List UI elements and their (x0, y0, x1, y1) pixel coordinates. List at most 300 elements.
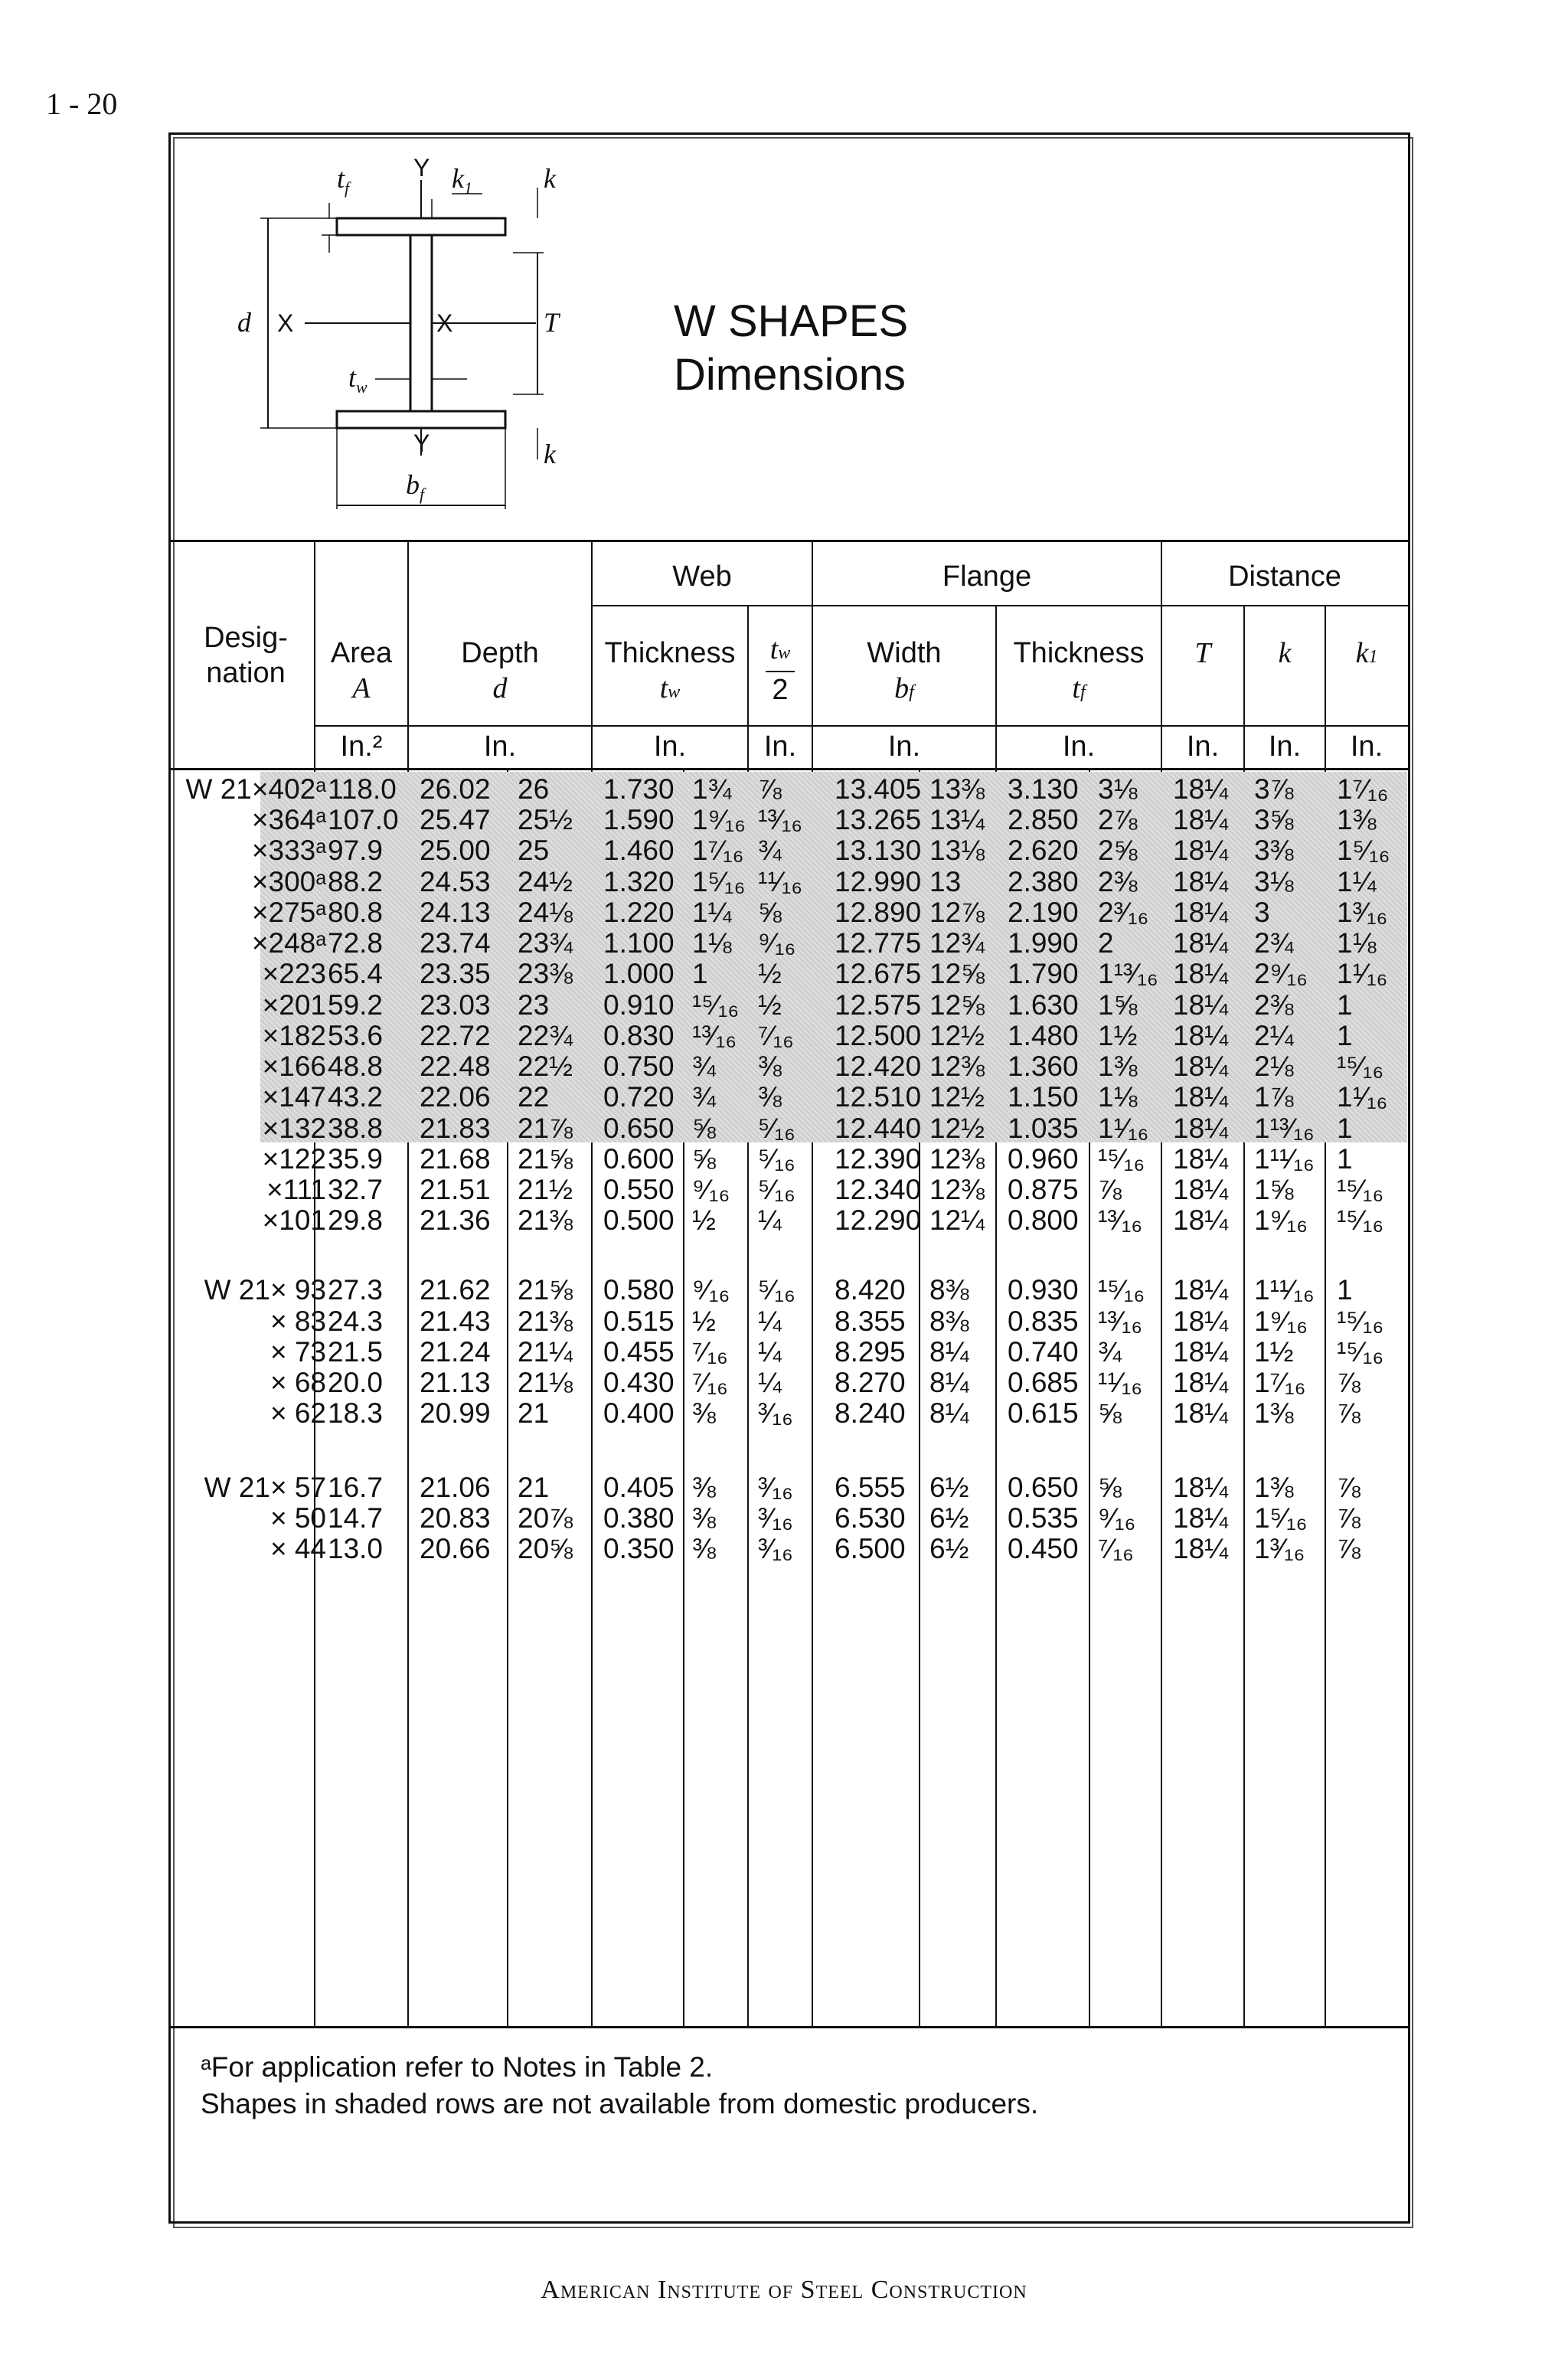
cell-k: 1¹³⁄₁₆ (1254, 1113, 1315, 1144)
cell-tf: 0.930 (1008, 1274, 1079, 1306)
cell-d: ×132 (262, 1113, 326, 1144)
cell-tw: 0.515 (603, 1306, 675, 1337)
cell-T: 18¼ (1173, 804, 1229, 835)
cell-bff: 12⅝ (929, 958, 985, 989)
cell-A: 21.5 (328, 1336, 384, 1368)
cell-tw: 1.460 (603, 835, 675, 866)
cell-k1: 1¹⁄₁₆ (1337, 1081, 1388, 1113)
cell-tw: 1.730 (603, 773, 675, 805)
cell-bf: 12.675 (835, 958, 922, 989)
page-footer: American Institute of Steel Construction (541, 2276, 1027, 2304)
cell-k: 3⅜ (1254, 835, 1294, 866)
cell-k1: 1⅛ (1337, 927, 1377, 959)
x-axis-right-label: X (436, 309, 453, 337)
cell-d: ×201 (262, 989, 326, 1021)
cell-tw2: ⁵⁄₁₆ (758, 1113, 795, 1144)
x-axis-left-label: X (277, 309, 294, 337)
cell-bf: 12.500 (835, 1020, 922, 1051)
cell-dd: 23.03 (420, 989, 491, 1021)
cell-dd: 24.13 (420, 897, 491, 928)
cell-bf: 12.890 (835, 897, 922, 928)
cell-tf: 2.380 (1008, 866, 1079, 897)
cell-bff: 12½ (929, 1020, 985, 1051)
cell-bff: 12⅜ (929, 1143, 985, 1175)
cell-tw: 0.580 (603, 1274, 675, 1306)
cell-bf: 13.265 (835, 804, 922, 835)
cell-twf: ½ (692, 1306, 716, 1337)
cell-tff: 2 (1098, 927, 1114, 959)
cell-df: 20⅞ (518, 1502, 573, 1534)
cell-k: 1⁹⁄₁₆ (1254, 1306, 1308, 1337)
cell-dd: 21.06 (420, 1472, 491, 1503)
svg-text:k1: $k_1$ (452, 163, 472, 198)
cell-df: 22¾ (518, 1020, 573, 1051)
cell-tff: ⁷⁄₁₆ (1098, 1533, 1134, 1564)
depth-label: d (237, 307, 251, 338)
cell-A: 29.8 (328, 1204, 384, 1236)
cell-df: 21¼ (518, 1336, 573, 1368)
cell-d: ×101 (262, 1204, 326, 1236)
cell-T: 18¼ (1173, 866, 1229, 897)
cell-twf: 1¾ (692, 773, 732, 805)
cell-bf: 12.390 (835, 1143, 922, 1175)
cell-A: 80.8 (328, 897, 384, 928)
cell-tw: 1.590 (603, 804, 675, 835)
cell-T: 18¼ (1173, 1502, 1229, 1534)
cell-tw2: ¼ (758, 1306, 782, 1337)
cell-k: 3⅛ (1254, 866, 1294, 897)
cell-A: 65.4 (328, 958, 384, 989)
cell-k: 1⅜ (1254, 1472, 1294, 1503)
cell-k1: 1⁵⁄₁₆ (1337, 835, 1390, 866)
header-distance: Distance (1228, 560, 1341, 593)
cell-A: 53.6 (328, 1020, 384, 1051)
cell-k: 2⁹⁄₁₆ (1254, 958, 1308, 989)
cell-T: 18¼ (1173, 1472, 1229, 1503)
cell-df: 21⅜ (518, 1204, 573, 1236)
cell-tff: 1¹³⁄₁₆ (1098, 958, 1158, 989)
cell-A: 14.7 (328, 1502, 384, 1534)
cell-twf: ¾ (692, 1051, 716, 1082)
cell-dd: 25.47 (420, 804, 491, 835)
cell-dd: 21.62 (420, 1274, 491, 1306)
cell-bff: 12⅝ (929, 989, 985, 1021)
cell-tw: 1.220 (603, 897, 675, 928)
y-axis-bottom-label: Y (413, 430, 430, 457)
header-bottom-rule (171, 768, 1408, 770)
cell-tw2: ³⁄₁₆ (758, 1472, 793, 1503)
cell-bff: 12½ (929, 1081, 985, 1113)
cell-tw: 0.405 (603, 1472, 675, 1503)
cell-k1: ⅞ (1337, 1397, 1361, 1429)
cell-tw2: ⁵⁄₁₆ (758, 1274, 795, 1306)
cell-dd: 20.99 (420, 1397, 491, 1429)
cell-tf: 1.150 (1008, 1081, 1079, 1113)
cell-k: 1¹¹⁄₁₆ (1254, 1143, 1315, 1175)
cell-k: 2⅛ (1254, 1051, 1294, 1082)
cell-k: 1⅜ (1254, 1397, 1294, 1429)
cell-df: 23¾ (518, 927, 573, 959)
cell-k1: ¹⁵⁄₁₆ (1337, 1204, 1384, 1236)
cell-df: 23 (518, 989, 550, 1021)
cell-tw: 0.380 (603, 1502, 675, 1534)
cell-A: 27.3 (328, 1274, 384, 1306)
title-line-1: W SHAPES (674, 296, 909, 346)
cell-k1: ¹⁵⁄₁₆ (1337, 1306, 1384, 1337)
cell-A: 118.0 (328, 773, 397, 805)
cell-bf: 13.130 (835, 835, 922, 866)
cell-tw: 0.910 (603, 989, 675, 1021)
cell-k1: 1 (1337, 1143, 1353, 1175)
cell-tf: 2.190 (1008, 897, 1079, 928)
cell-k1: 1¼ (1337, 866, 1377, 897)
cell-df: 21 (518, 1472, 550, 1503)
cell-dd: 21.43 (420, 1306, 491, 1337)
header-k1: k1 (1355, 637, 1378, 669)
cell-A: 18.3 (328, 1397, 384, 1429)
header-designation: Desig- nation (204, 622, 288, 689)
cell-k1: ⅞ (1337, 1533, 1361, 1564)
cell-T: 18¼ (1173, 1274, 1229, 1306)
cell-df: 24½ (518, 866, 573, 897)
cell-twf: ⅝ (692, 1113, 716, 1144)
page-title (674, 295, 908, 402)
cell-T: 18¼ (1173, 1113, 1229, 1144)
cell-tff: ¹⁵⁄₁₆ (1098, 1143, 1145, 1175)
cell-A: 13.0 (328, 1533, 384, 1564)
cell-T: 18¼ (1173, 1051, 1229, 1082)
cell-T: 18¼ (1173, 773, 1229, 805)
cell-dd: 23.35 (420, 958, 491, 989)
cell-twf: ¹⁵⁄₁₆ (692, 989, 740, 1021)
cell-bff: 13 (929, 866, 962, 897)
group-rule (591, 605, 1408, 606)
cell-tw2: ³⁄₁₆ (758, 1397, 793, 1429)
cell-bff: 12⅞ (929, 897, 985, 928)
cell-bf: 12.775 (835, 927, 922, 959)
cell-k1: ¹⁵⁄₁₆ (1337, 1051, 1384, 1082)
title-line-2: Dimensions (674, 350, 906, 400)
cell-bf: 12.340 (835, 1174, 922, 1205)
cell-T: 18¼ (1173, 1081, 1229, 1113)
cell-tf: 1.790 (1008, 958, 1079, 989)
cell-T: 18¼ (1173, 1336, 1229, 1368)
header-depth: Depth d (461, 637, 539, 704)
cell-df: 21⅛ (518, 1367, 573, 1398)
cell-tw2: ¼ (758, 1336, 782, 1368)
cell-T: 18¼ (1173, 1306, 1229, 1337)
cell-bff: 12⅜ (929, 1051, 985, 1082)
cell-tff: 2⅞ (1098, 804, 1138, 835)
cell-tf: 0.960 (1008, 1143, 1079, 1175)
cell-tw: 0.600 (603, 1143, 675, 1175)
cell-dd: 21.83 (420, 1113, 491, 1144)
unit-flange-thickness: In. (1062, 730, 1096, 763)
cell-df: 21 (518, 1397, 550, 1429)
cell-tff: 1⅝ (1098, 989, 1138, 1021)
cell-tff: 1½ (1098, 1020, 1138, 1051)
k-bottom-label: k (544, 439, 556, 469)
cell-twf: ⅜ (692, 1502, 716, 1534)
y-axis-top-label: Y (413, 157, 430, 181)
cell-bf: 8.420 (835, 1274, 906, 1306)
cell-tw: 0.400 (603, 1397, 675, 1429)
cell-d: × 50 (270, 1502, 326, 1534)
cell-A: 59.2 (328, 989, 384, 1021)
cell-d: × 44 (270, 1533, 326, 1564)
cell-d: ×248ᵃ (251, 927, 326, 959)
cell-tw: 1.320 (603, 866, 675, 897)
cell-d: W 21×402ᵃ (185, 773, 326, 805)
top-flange-shape (337, 218, 505, 235)
cell-tw: 0.550 (603, 1174, 675, 1205)
cell-d: ×182 (262, 1020, 326, 1051)
cell-twf: ¾ (692, 1081, 716, 1113)
cell-dd: 20.83 (420, 1502, 491, 1534)
cell-tf: 1.480 (1008, 1020, 1079, 1051)
cell-twf: ¹³⁄₁₆ (692, 1020, 737, 1051)
cell-k: 1¹¹⁄₁₆ (1254, 1274, 1315, 1306)
cell-tf: 0.800 (1008, 1204, 1079, 1236)
cell-twf: 1⁵⁄₁₆ (692, 866, 746, 897)
cell-k1: 1 (1337, 989, 1353, 1021)
cell-T: 18¼ (1173, 927, 1229, 959)
cell-bf: 8.240 (835, 1397, 906, 1429)
cell-bff: 13⅛ (929, 835, 985, 866)
cell-k: 3 (1254, 897, 1270, 928)
cell-tff: 2⅜ (1098, 866, 1138, 897)
cell-tf: 0.875 (1008, 1174, 1079, 1205)
cell-d: W 21× 57 (204, 1472, 326, 1503)
cell-bf: 12.420 (835, 1051, 922, 1082)
cell-T: 18¼ (1173, 1204, 1229, 1236)
cell-bff: 6½ (929, 1472, 969, 1503)
cell-T: 18¼ (1173, 1174, 1229, 1205)
k-top-label: k (544, 163, 556, 194)
cell-T: 18¼ (1173, 1367, 1229, 1398)
cell-df: 21⅝ (518, 1143, 573, 1175)
cell-A: 107.0 (328, 804, 399, 835)
cell-tf: 0.650 (1008, 1472, 1079, 1503)
cell-dd: 22.48 (420, 1051, 491, 1082)
cell-bf: 12.575 (835, 989, 922, 1021)
svg-text:bf: $b_f$ (406, 469, 425, 504)
cell-df: 24⅛ (518, 897, 573, 928)
header-tw-over-2: tw 2 (749, 632, 812, 708)
cell-twf: 1 (692, 958, 708, 989)
footnote-rule (171, 2026, 1408, 2028)
cell-bf: 6.530 (835, 1502, 906, 1534)
cell-bf: 13.405 (835, 773, 922, 805)
cell-df: 22½ (518, 1051, 573, 1082)
cell-dd: 21.13 (420, 1367, 491, 1398)
tw-label: t (348, 362, 357, 393)
header-T: T (1194, 637, 1211, 669)
tf-label: t (337, 163, 345, 194)
cell-tff: ¹³⁄₁₆ (1098, 1204, 1143, 1236)
cell-twf: ⁹⁄₁₆ (692, 1274, 730, 1306)
cell-A: 43.2 (328, 1081, 384, 1113)
cell-d: ×147 (262, 1081, 326, 1113)
cell-tff: 2³⁄₁₆ (1098, 897, 1149, 928)
cell-tf: 3.130 (1008, 773, 1079, 805)
cell-d: × 68 (270, 1367, 326, 1398)
cell-tw2: ³⁄₁₆ (758, 1502, 793, 1534)
cell-tff: ¹¹⁄₁₆ (1098, 1367, 1143, 1398)
cell-d: ×111 (266, 1174, 326, 1205)
cell-tw2: ⅜ (758, 1051, 782, 1082)
cell-T: 18¼ (1173, 958, 1229, 989)
cell-A: 48.8 (328, 1051, 384, 1082)
cell-bff: 8¼ (929, 1336, 969, 1368)
cell-tw2: ¹¹⁄₁₆ (758, 866, 803, 897)
cell-twf: ⅝ (692, 1143, 716, 1175)
cell-twf: ⅜ (692, 1533, 716, 1564)
cell-tw2: ½ (758, 958, 782, 989)
cell-A: 32.7 (328, 1174, 384, 1205)
cell-k1: ⅞ (1337, 1502, 1361, 1534)
cell-tf: 2.620 (1008, 835, 1079, 866)
cell-d: ×122 (262, 1143, 326, 1175)
cell-tw: 0.350 (603, 1533, 675, 1564)
w-shape-cross-section-figure (222, 157, 605, 532)
cell-tf: 2.850 (1008, 804, 1079, 835)
cell-T: 18¼ (1173, 1020, 1229, 1051)
cell-k1: 1 (1337, 1020, 1353, 1051)
bottom-flange-shape (337, 411, 505, 428)
cell-bff: 8⅜ (929, 1306, 969, 1337)
cell-df: 21⅞ (518, 1113, 573, 1144)
header-web: Web (672, 560, 732, 593)
cell-d: ×275ᵃ (251, 897, 326, 928)
cell-tw2: ¾ (758, 835, 782, 866)
cell-k: 1½ (1254, 1336, 1294, 1368)
cell-tff: ⁹⁄₁₆ (1098, 1502, 1136, 1534)
header-flange: Flange (942, 560, 1032, 593)
cell-dd: 21.68 (420, 1143, 491, 1175)
cell-k1: 1¹⁄₁₆ (1337, 958, 1388, 989)
cell-tff: ⅞ (1098, 1174, 1122, 1205)
cell-bf: 12.990 (835, 866, 922, 897)
cell-tff: 1⅛ (1098, 1081, 1138, 1113)
cell-tff: 1¹⁄₁₆ (1098, 1113, 1149, 1144)
cell-df: 23⅜ (518, 958, 573, 989)
cell-tw: 0.650 (603, 1113, 675, 1144)
cell-tw2: ⁵⁄₁₆ (758, 1143, 795, 1175)
header-flange-width: Width bf (867, 637, 942, 704)
cell-A: 38.8 (328, 1113, 384, 1144)
cell-d: ×333ᵃ (251, 835, 326, 866)
cell-twf: ½ (692, 1204, 716, 1236)
cell-tff: 3⅛ (1098, 773, 1138, 805)
cell-k: 3⅝ (1254, 804, 1294, 835)
cell-d: W 21× 93 (204, 1274, 326, 1306)
cell-T: 18¼ (1173, 835, 1229, 866)
cell-tw: 0.720 (603, 1081, 675, 1113)
cell-bff: 8⅜ (929, 1274, 969, 1306)
cell-tw: 0.500 (603, 1204, 675, 1236)
cell-k: 1⅞ (1254, 1081, 1294, 1113)
cell-k1: ¹⁵⁄₁₆ (1337, 1336, 1384, 1368)
cell-tw: 0.750 (603, 1051, 675, 1082)
footnote-a: ᵃFor application refer to Notes in Table 2. (201, 2051, 714, 2083)
cell-A: 24.3 (328, 1306, 384, 1337)
cell-bff: 6½ (929, 1502, 969, 1534)
cell-tf: 1.035 (1008, 1113, 1079, 1144)
cell-k1: 1⁷⁄₁₆ (1337, 773, 1389, 805)
cell-tw2: ⁵⁄₁₆ (758, 1174, 795, 1205)
cell-df: 25 (518, 835, 550, 866)
web-shape (410, 235, 432, 411)
cell-tf: 1.630 (1008, 989, 1079, 1021)
cell-bff: 8¼ (929, 1367, 969, 1398)
cell-tw: 1.100 (603, 927, 675, 959)
cell-df: 25½ (518, 804, 573, 835)
cell-tw2: ⅜ (758, 1081, 782, 1113)
cell-tw: 0.830 (603, 1020, 675, 1051)
header-web-thickness: Thickness tw (604, 637, 736, 704)
unit-area: In.² (340, 730, 383, 763)
cell-tw2: ¼ (758, 1204, 782, 1236)
cell-twf: ⁷⁄₁₆ (692, 1367, 728, 1398)
cell-T: 18¼ (1173, 897, 1229, 928)
cell-d: ×223 (262, 958, 326, 989)
cell-tw2: ³⁄₁₆ (758, 1533, 793, 1564)
header-top-rule (171, 540, 1408, 542)
unit-k1: In. (1350, 730, 1383, 763)
cell-d: × 62 (270, 1397, 326, 1429)
cell-T: 18¼ (1173, 1143, 1229, 1175)
footnotes (201, 2049, 1038, 2123)
unit-depth: In. (483, 730, 517, 763)
cell-dd: 26.02 (420, 773, 491, 805)
unit-tw2: In. (763, 730, 797, 763)
cell-k: 1⁹⁄₁₆ (1254, 1204, 1308, 1236)
cell-tf: 1.990 (1008, 927, 1079, 959)
cell-bff: 6½ (929, 1533, 969, 1564)
cell-dd: 22.72 (420, 1020, 491, 1051)
cell-k1: ⅞ (1337, 1367, 1361, 1398)
unit-k: In. (1268, 730, 1302, 763)
cell-tw2: ⁹⁄₁₆ (758, 927, 796, 959)
cell-twf: 1¼ (692, 897, 732, 928)
unit-flange-width: In. (887, 730, 921, 763)
cell-tw2: ⁷⁄₁₆ (758, 1020, 794, 1051)
cell-tf: 1.360 (1008, 1051, 1079, 1082)
cell-k1: 1³⁄₁₆ (1337, 897, 1388, 928)
cell-bf: 12.440 (835, 1113, 922, 1144)
cell-k1: 1 (1337, 1113, 1353, 1144)
cell-tw2: ¼ (758, 1367, 782, 1398)
bf-label: b (406, 469, 420, 500)
cell-k: 1⁵⁄₁₆ (1254, 1502, 1308, 1534)
cell-df: 21⅝ (518, 1274, 573, 1306)
cell-tff: ⅝ (1098, 1397, 1122, 1429)
cell-d: × 83 (270, 1306, 326, 1337)
cell-bf: 8.355 (835, 1306, 906, 1337)
cell-twf: 1⁹⁄₁₆ (692, 804, 746, 835)
cell-dd: 21.24 (420, 1336, 491, 1368)
k1-label: k (452, 163, 464, 194)
cell-bf: 6.555 (835, 1472, 906, 1503)
cell-twf: 1⁷⁄₁₆ (692, 835, 744, 866)
cell-k: 2⅜ (1254, 989, 1294, 1021)
cell-tf: 0.535 (1008, 1502, 1079, 1534)
cell-df: 20⅝ (518, 1533, 573, 1564)
cell-twf: ⁷⁄₁₆ (692, 1336, 728, 1368)
cell-twf: 1⅛ (692, 927, 732, 959)
cell-A: 88.2 (328, 866, 384, 897)
